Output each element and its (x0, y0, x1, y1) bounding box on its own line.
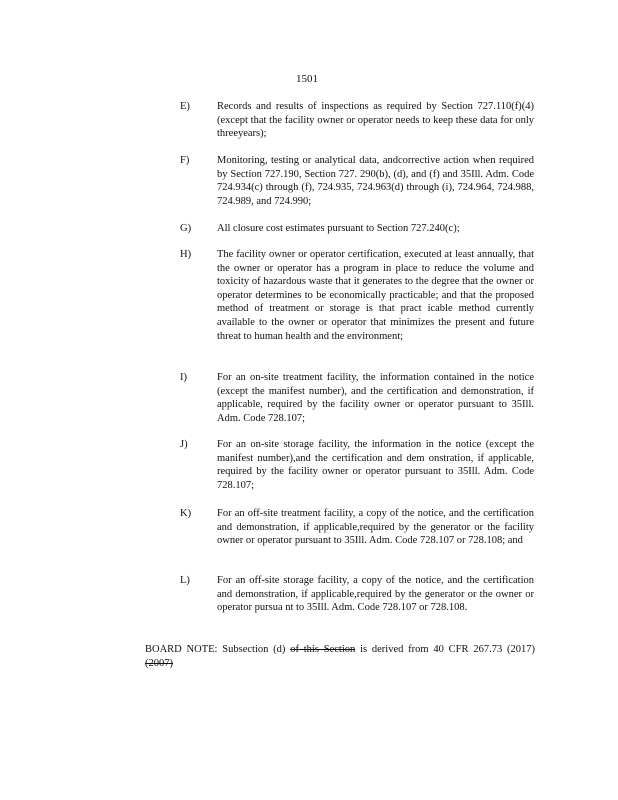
item-text: All closure cost estimates pursuant to Section 727.240(c); (217, 223, 460, 234)
item-label: L) (180, 575, 190, 586)
item-text: For an on-site treatment facility, the information contained in the notice (except the manifest number), and the certification and demonstration, if applicable, required by the facility owner or operator pursuant to 35Ill. Adm. Code 728.107; (217, 372, 534, 424)
item-text: Monitoring, testing or analytical data, andcorrective action when required by Section 727.190, Section 727. 290(b), (d), and (f) and 35Ill. Adm. Code 724.934(c) through (f), 724.935, 724.963(d) through (i), 724.964, 724.988, 724.989, and 724.990; (217, 155, 534, 207)
board-note (145, 643, 535, 671)
item-text: Records and results of inspections as required by Section 727.110(f)(4) (except that the facility owner or operator needs to keep these data for only threeyears); (217, 101, 534, 140)
page-number: 1501 (296, 73, 318, 85)
item-text: For an off-site treatment facility, a copy of the notice, and the certification and demonstration, if applicable,required by the generator or the facility owner or operator pursuant to 35Ill. Adm. Code 728.107 or 728.108; and (217, 508, 534, 547)
item-label: F) (180, 155, 190, 166)
item-label: E) (180, 101, 190, 112)
item-label: I) (180, 372, 187, 383)
board-note-prefix: BOARD NOTE: Subsection (d) (145, 644, 286, 655)
item-label: K) (180, 508, 192, 519)
item-text: The facility owner or operator certification, executed at least annually, that the owner or operator has a program in place to reduce the volume and toxicity of hazardous waste that it generates to the degree that the owner or operator determines to be economically practicable; and that the proposed method of treatment or storage is that pract icable method currently available to the owner or operator that minimizes the present and future threat to human health and the environment; (217, 249, 534, 342)
board-note-middle: is derived from 40 CFR 267.73 (2017) (360, 644, 536, 655)
board-note-struck-text: of this Section (290, 644, 356, 655)
item-label: G) (180, 223, 192, 234)
board-note-struck-year: (2007) (145, 658, 173, 669)
item-label: J) (180, 439, 188, 450)
item-text: For an off-site storage facility, a copy of the notice, and the certification and demonstration, if applicable,required by the generator or the owner or operator pursua nt to 35Ill. Adm. Code 728.107 or 728.108. (217, 575, 534, 614)
item-text: For an on-site storage facility, the information in the notice (except the manifest number),and the certification and dem onstration, if applicable, required by the facility owner or operator pursuant to 35Ill. Adm. Code 728.107; (217, 439, 534, 491)
item-label: H) (180, 249, 192, 260)
